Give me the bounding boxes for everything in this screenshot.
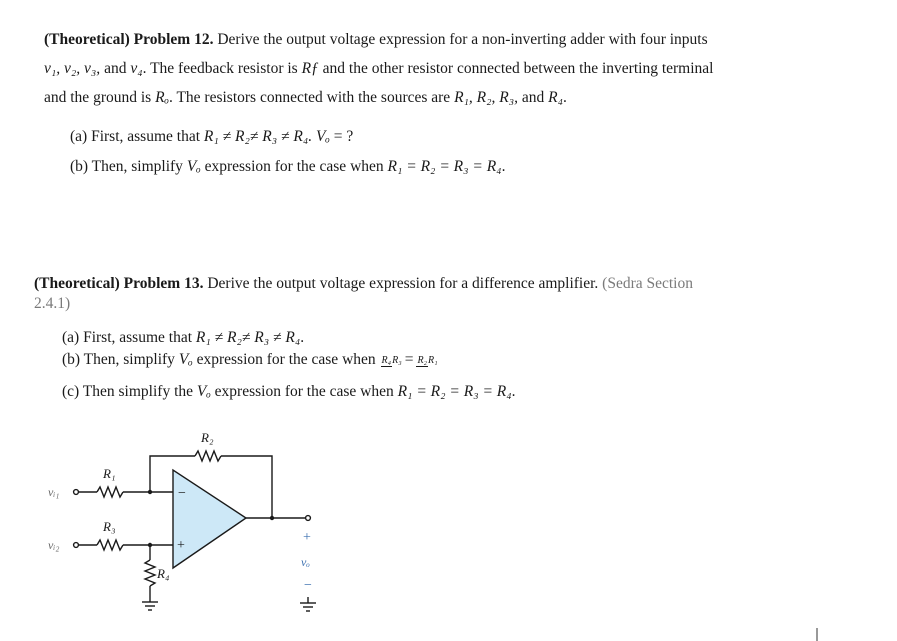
output-plus-sign: + <box>303 530 311 545</box>
r4-label: R₄ <box>157 566 170 581</box>
p12-part-a: (a) First, assume that R₁ ≠ R₂≠ R₃ ≠ R₄. Vₒ = ? <box>70 128 354 145</box>
r1-label: R₁ <box>103 466 116 481</box>
r1-resistor <box>97 487 123 497</box>
p13-line-1: (Theoretical) Problem 13. Derive the output voltage expression for a difference amplifier. (Sedra Section <box>34 275 693 292</box>
p13-part-a: (a) First, assume that R₁ ≠ R₂≠ R₃ ≠ R₄. <box>62 329 305 346</box>
vo-label: vₒ <box>301 555 310 569</box>
p12-line-2: v₁, v₂, v₃, and v₄. The feedback resistor is Rƒ and the other resistor connected between the inverting terminal <box>44 60 714 77</box>
fraction-r2-r1: R₂R₁ <box>417 354 438 366</box>
op-amp-triangle <box>173 470 246 568</box>
output-terminal <box>306 516 311 521</box>
p12-heading: (Theoretical) Problem 12. <box>44 31 214 48</box>
junction-dot-1 <box>148 490 152 494</box>
r2-label: R₂ <box>201 430 214 445</box>
sedra-reference: (Sedra Section <box>602 275 693 292</box>
fraction-r4-r3: R₄R₃ <box>381 354 402 366</box>
p12-line-3: and the ground is Rₒ. The resistors connected with the sources are R₁, R₂, R₃, and R₄. <box>44 89 567 106</box>
p12-part-b: (b) Then, simplify Vₒ expression for the case when R₁ = R₂ = R₃ = R₄. <box>70 158 506 175</box>
inverting-sign: − <box>178 486 186 501</box>
sedra-reference-cont: 2.4.1) <box>34 295 71 312</box>
p12-line-1: (Theoretical) Problem 12. Derive the output voltage expression for a non-inverting adder with four inputs <box>44 31 708 48</box>
junction-dot-2 <box>148 543 152 547</box>
r4-resistor <box>145 560 155 586</box>
r3-resistor <box>97 540 123 550</box>
p13-part-c: (c) Then simplify the Vₒ expression for the case when R₁ = R₂ = R₃ = R₄. <box>62 383 516 400</box>
p13-part-b: (b) Then, simplify Vₒ expression for the case when R₄R₃ = R₂R₁ <box>62 351 438 368</box>
r2-resistor <box>195 451 221 461</box>
r3-label: R₃ <box>103 519 116 534</box>
p13-heading: (Theoretical) Problem 13. <box>34 275 204 292</box>
junction-dot-3 <box>270 516 274 520</box>
noninverting-sign: + <box>177 538 185 553</box>
output-minus-sign: − <box>304 578 312 593</box>
vi2-label: vᵢ₂ <box>48 538 60 552</box>
vi2-terminal <box>74 543 79 548</box>
vi1-terminal <box>74 490 79 495</box>
vi1-label: vᵢ₁ <box>48 485 60 499</box>
